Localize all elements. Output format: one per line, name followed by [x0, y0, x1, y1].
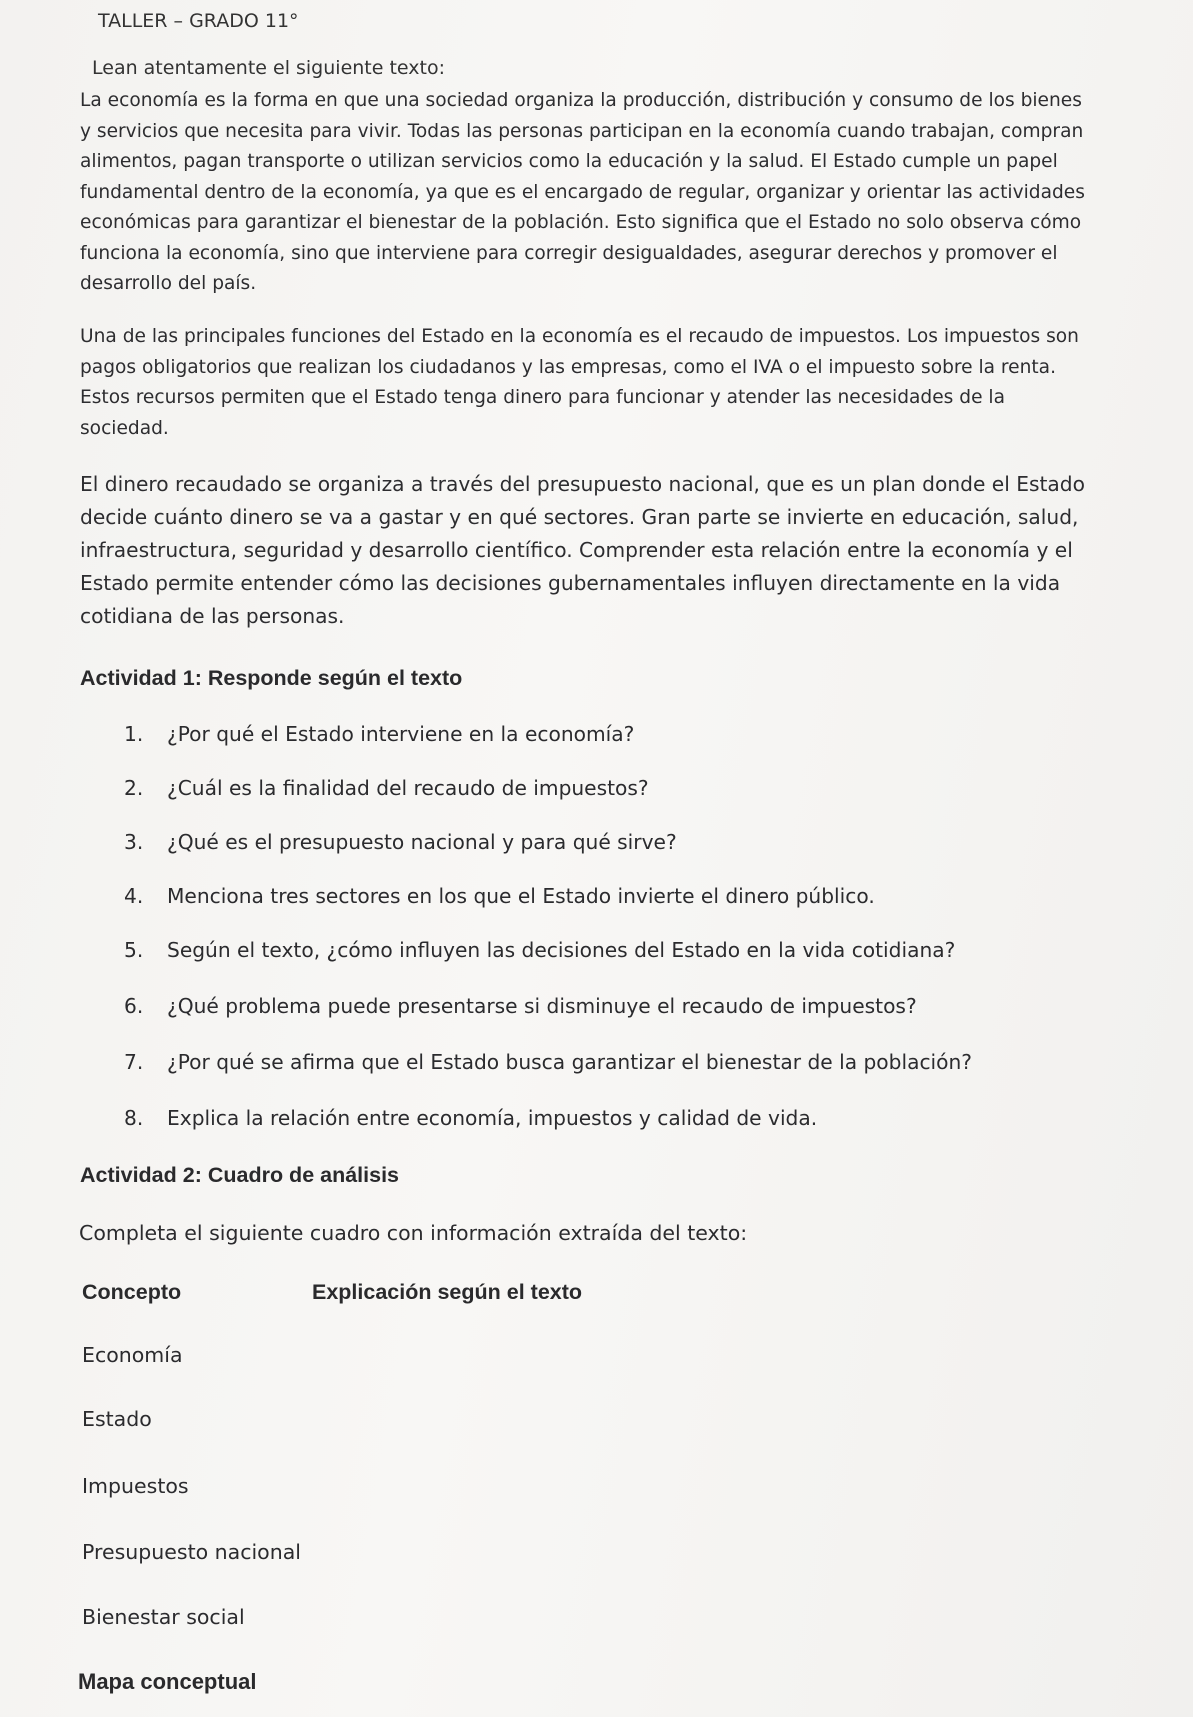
reading-paragraph-1: La economía es la forma en que una sociedad organiza la producción, distribución y consumo de los bienes y servicios que necesita para vivir. Todas las personas participan en la economía cuando trabajan, compran alimentos, pagan transporte o utilizan servicios como la educación y la salud. El Estado cumple un papel fundamental dentro de la economía, ya que es el encargado de regular, organizar y orientar las actividades económicas para garantizar el bienestar de la población. Esto significa que el Estado no solo observa cómo funciona la economía, sino que interviene para corregir desigualdades, asegurar derechos y promover el desarrollo del país. [80, 90, 1085, 294]
concept-row: Estado [82, 1407, 152, 1431]
concept-row: Impuestos [82, 1474, 189, 1498]
question-number: 3. [124, 830, 144, 854]
activity-2-heading: Actividad 2: Cuadro de análisis [80, 1163, 400, 1187]
question-item [124, 884, 875, 908]
question-number: 4. [124, 884, 144, 908]
question-number: 7. [124, 1050, 144, 1074]
concept-row: Presupuesto nacional [82, 1540, 301, 1564]
question-text: Explica la relación entre economía, impuestos y calidad de vida. [167, 1106, 818, 1130]
question-number: 5. [124, 938, 144, 962]
question-text: Menciona tres sectores en los que el Estado invierte el dinero público. [167, 884, 875, 908]
question-number: 6. [124, 994, 144, 1018]
question-item [124, 938, 955, 962]
concept-map-heading: Mapa conceptual [78, 1669, 257, 1694]
question-text: ¿Cuál es la finalidad del recaudo de impuestos? [167, 776, 649, 800]
question-item [124, 994, 917, 1018]
activity-1-heading: Actividad 1: Responde según el texto [80, 666, 463, 690]
concept-row: Bienestar social [82, 1605, 245, 1629]
concept-row: Economía [82, 1343, 183, 1367]
question-item [124, 830, 677, 854]
question-number: 1. [124, 722, 144, 746]
question-item [124, 1050, 972, 1074]
reading-instruction: Lean atentamente el siguiente texto: [92, 57, 446, 79]
question-number: 2. [124, 776, 144, 800]
question-text: Según el texto, ¿cómo influyen las decisiones del Estado en la vida cotidiana? [167, 938, 956, 962]
question-number: 8. [124, 1106, 144, 1130]
column-header-explanation: Explicación según el texto [312, 1280, 583, 1304]
question-text: ¿Por qué el Estado interviene en la economía? [167, 722, 635, 746]
question-text: ¿Qué problema puede presentarse si disminuye el recaudo de impuestos? [167, 994, 917, 1018]
reading-paragraph-3: El dinero recaudado se organiza a través del presupuesto nacional, que es un plan donde el Estado decide cuánto dinero se va a gastar y en qué sectores. Gran parte se invierte en educación, salud, infraestructura, seguridad y desarrollo científico. Comprender esta relación entre la economía y el Estado permite entender cómo las decisiones gubernamentales influyen directamente en la vida cotidiana de las personas. [80, 472, 1085, 628]
column-header-concept: Concepto [82, 1280, 182, 1304]
worksheet-title: TALLER – GRADO 11° [98, 10, 299, 32]
activity-2-instructions: Completa el siguiente cuadro con información extraída del texto: [79, 1221, 748, 1245]
question-item [124, 776, 649, 800]
question-text: ¿Por qué se afirma que el Estado busca garantizar el bienestar de la población? [167, 1050, 973, 1074]
question-item [124, 722, 634, 746]
reading-paragraph-2: Una de las principales funciones del Estado en la economía es el recaudo de impuestos. Los impuestos son pagos obligatorios que realizan los ciudadanos y las empresas, como el IVA o el impuesto sobre la renta. Estos recursos permiten que el Estado tenga dinero para funcionar y atender las necesidades de la sociedad. [80, 326, 1079, 439]
question-item [124, 1106, 817, 1130]
question-text: ¿Qué es el presupuesto nacional y para qué sirve? [167, 830, 677, 854]
